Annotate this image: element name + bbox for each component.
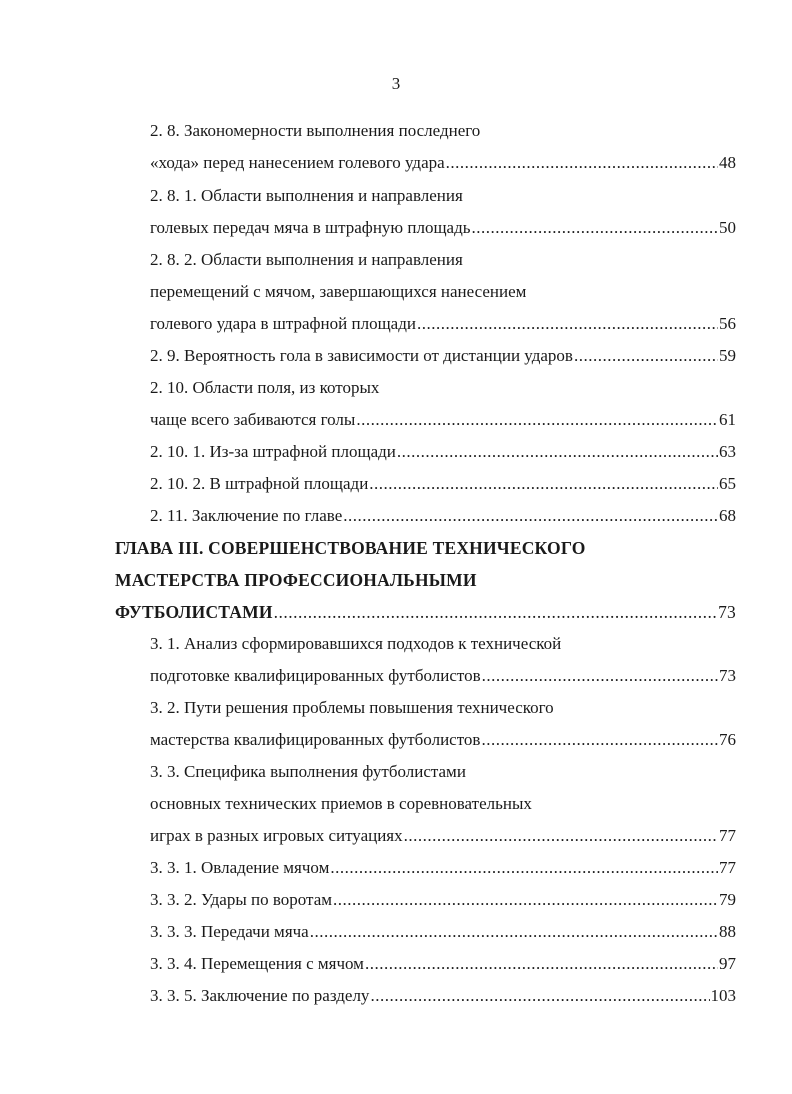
toc-entry-text: чаще всего забиваются голы (150, 410, 356, 429)
toc-entry (150, 376, 379, 400)
dot-leader (365, 952, 718, 976)
dot-leader (417, 312, 718, 336)
dot-leader (356, 408, 718, 432)
toc-entry (150, 151, 736, 175)
toc-entry-text: играх в разных игровых ситуациях (150, 826, 403, 845)
dot-leader (472, 216, 719, 240)
toc-entry (150, 344, 736, 368)
toc-entry-text: голевых передач мяча в штрафную площадь (150, 218, 471, 237)
toc-entry (150, 920, 736, 944)
toc-entry-text: 2. 8. 1. Области выполнения и направления (150, 186, 463, 205)
toc-entry-text: 2. 8. 2. Области выполнения и направления (150, 250, 463, 269)
toc-entry-text: 3. 1. Анализ сформировавшихся подходов к технической (150, 634, 562, 653)
toc-entry (150, 728, 736, 752)
dot-leader (481, 728, 718, 752)
toc-entry-page: 65 (719, 474, 736, 493)
dot-leader (330, 856, 718, 880)
toc-entry-page: 59 (719, 346, 736, 365)
toc-entry-text: 3. 3. 1. Овладение мячом (150, 858, 330, 877)
toc-entry (150, 888, 736, 912)
toc-entry-text: основных технических приемов в соревновательных (150, 794, 532, 813)
toc-entry-text: 2. 11. Заключение по главе (150, 506, 343, 525)
toc-entry-text: «хода» перед нанесением голевого удара (150, 153, 445, 172)
toc-entry-text: МАСТЕРСТВА ПРОФЕССИОНАЛЬНЫМИ (115, 570, 477, 590)
toc-entry-text: подготовке квалифицированных футболистов (150, 666, 481, 685)
toc-entry-text: 2. 9. Вероятность гола в зависимости от дистанции ударов (150, 346, 573, 365)
toc-entry-page: 79 (719, 890, 736, 909)
toc-entry-text: 3. 2. Пути решения проблемы повышения технического (150, 698, 554, 717)
toc-entry (150, 408, 736, 432)
toc-entry-page: 76 (719, 730, 736, 749)
toc-chapter-heading (115, 600, 736, 624)
toc-entry (150, 856, 736, 880)
toc-entry-page: 48 (719, 153, 736, 172)
toc-entry (150, 952, 736, 976)
toc-entry (150, 760, 466, 784)
toc-entry (150, 792, 532, 816)
toc-entry-text: 2. 10. Области поля, из которых (150, 378, 380, 397)
dot-leader (333, 888, 718, 912)
toc-entry (150, 984, 736, 1008)
toc-entry-page: 50 (719, 218, 736, 237)
toc-entry (150, 664, 736, 688)
dot-leader (482, 664, 718, 688)
toc-entry (150, 312, 736, 336)
toc-entry-text: голевого удара в штрафной площади (150, 314, 416, 333)
toc-entry-text: 3. 3. 5. Заключение по разделу (150, 986, 370, 1005)
toc-entry-text: 3. 3. 2. Удары по воротам (150, 890, 332, 909)
toc-entry (150, 248, 463, 272)
toc-entry-page: 56 (719, 314, 736, 333)
toc-entry-text: перемещений с мячом, завершающихся нанесением (150, 282, 527, 301)
toc-entry (150, 632, 561, 656)
toc-entry-text: 3. 3. 4. Перемещения с мячом (150, 954, 364, 973)
toc-entry-text: ФУТБОЛИСТАМИ (115, 602, 273, 622)
toc-entry-text: 3. 3. Специфика выполнения футболистами (150, 762, 466, 781)
toc-chapter-heading (115, 536, 586, 560)
toc-entry (150, 824, 736, 848)
toc-entry (150, 184, 463, 208)
toc-entry (150, 504, 736, 528)
toc-entry-page: 77 (719, 826, 736, 845)
toc-entry (150, 119, 480, 143)
toc-entry-page: 103 (710, 986, 736, 1005)
dot-leader (274, 600, 717, 624)
toc-entry-page: 73 (718, 602, 736, 622)
toc-chapter-heading (115, 568, 477, 592)
toc-entry (150, 216, 736, 240)
toc-entry-text: 2. 8. Закономерности выполнения последнего (150, 121, 481, 140)
toc-entry-page: 61 (719, 410, 736, 429)
page-number: 3 (391, 74, 401, 93)
toc-entry-page: 77 (719, 858, 736, 877)
toc-entry-page: 63 (719, 442, 736, 461)
toc-entry-text: 2. 10. 1. Из-за штрафной площади (150, 442, 396, 461)
toc-entry-page: 88 (719, 922, 736, 941)
toc-entry-text: ГЛАВА III. СОВЕРШЕНСТВОВАНИЕ ТЕХНИЧЕСКОГО (115, 538, 586, 558)
dot-leader (397, 440, 718, 464)
toc-entry-text: 3. 3. 3. Передачи мяча (150, 922, 309, 941)
toc-entry (150, 472, 736, 496)
dot-leader (343, 504, 718, 528)
dot-leader (446, 151, 718, 175)
toc-entry-text: 2. 10. 2. В штрафной площади (150, 474, 369, 493)
toc-entry-text: мастерства квалифицированных футболистов (150, 730, 481, 749)
toc-entry-page: 73 (719, 666, 736, 685)
dot-leader (404, 824, 718, 848)
toc-entry-page: 68 (719, 506, 736, 525)
dot-leader (574, 344, 718, 368)
dot-leader (369, 472, 718, 496)
toc-entry (150, 280, 526, 304)
dot-leader (370, 984, 709, 1008)
toc-entry-page: 97 (719, 954, 736, 973)
toc-entry (150, 696, 554, 720)
toc-entry (150, 440, 736, 464)
dot-leader (310, 920, 718, 944)
